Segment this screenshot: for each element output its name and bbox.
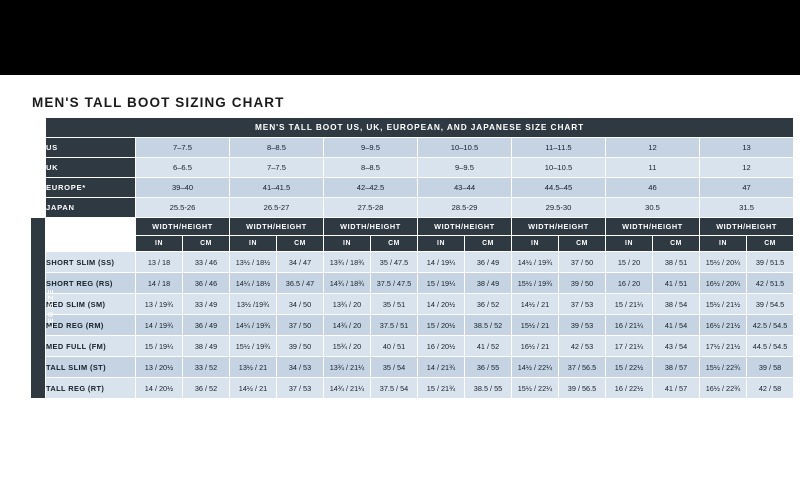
uk-size-7: 12 (700, 158, 794, 178)
cell-st-6-in: 15 / 22½ (606, 357, 653, 378)
width-height-header-row (31, 218, 794, 236)
cell-rt-5-in: 15½ / 22¼ (512, 378, 559, 399)
unit-cm-5: CM (559, 236, 606, 252)
japan-size-5: 29.5-30 (512, 198, 606, 218)
width-height-label-3: WIDTH/HEIGHT (324, 218, 418, 236)
width-height-label-1: WIDTH/HEIGHT (136, 218, 230, 236)
unit-cm-6: CM (653, 236, 700, 252)
sizing-chart-sheet (0, 75, 800, 495)
cell-rs-1-cm: 36 / 46 (183, 273, 230, 294)
cell-fm-1-cm: 38 / 49 (183, 336, 230, 357)
cell-rm-5-in: 15½ / 21 (512, 315, 559, 336)
cell-sm-6-cm: 38 / 54 (653, 294, 700, 315)
europe-size-5: 44.5–45 (512, 178, 606, 198)
cell-st-2-in: 13½ / 21 (230, 357, 277, 378)
unit-in-1: IN (136, 236, 183, 252)
cell-rs-5-cm: 39 / 50 (559, 273, 606, 294)
uk-size-1: 6–6.5 (136, 158, 230, 178)
unit-in-7: IN (700, 236, 747, 252)
cell-rs-3-in: 14¾ / 18¾ (324, 273, 371, 294)
cell-rs-1-in: 14 / 18 (136, 273, 183, 294)
cell-st-3-cm: 35 / 54 (371, 357, 418, 378)
cell-fm-2-in: 15½ / 19¾ (230, 336, 277, 357)
cell-fm-6-cm: 43 / 54 (653, 336, 700, 357)
cell-rt-1-in: 14 / 20½ (136, 378, 183, 399)
cell-ss-6-cm: 38 / 51 (653, 252, 700, 273)
cell-rm-1-in: 14 / 19¾ (136, 315, 183, 336)
width-height-label-4: WIDTH/HEIGHT (418, 218, 512, 236)
cell-rt-1-cm: 36 / 52 (183, 378, 230, 399)
cell-rt-3-cm: 37.5 / 54 (371, 378, 418, 399)
cell-fm-5-in: 16½ / 21 (512, 336, 559, 357)
unit-cm-3: CM (371, 236, 418, 252)
cell-ss-2-in: 13½ / 18½ (230, 252, 277, 273)
cell-fm-6-in: 17 / 21¼ (606, 336, 653, 357)
cell-sm-2-cm: 34 / 50 (277, 294, 324, 315)
cell-rt-2-cm: 37 / 53 (277, 378, 324, 399)
cell-rt-4-in: 15 / 21¾ (418, 378, 465, 399)
europe-size-4: 43–44 (418, 178, 512, 198)
uk-size-5: 10–10.5 (512, 158, 606, 178)
cell-st-2-cm: 34 / 53 (277, 357, 324, 378)
cell-fm-1-in: 15 / 19¼ (136, 336, 183, 357)
cell-fm-5-cm: 42 / 53 (559, 336, 606, 357)
cell-fm-4-cm: 41 / 52 (465, 336, 512, 357)
cell-rt-6-cm: 41 / 57 (653, 378, 700, 399)
cell-rs-3-cm: 37.5 / 47.5 (371, 273, 418, 294)
us-size-2: 8–8.5 (230, 138, 324, 158)
cell-rm-2-cm: 37 / 50 (277, 315, 324, 336)
cell-rm-1-cm: 36 / 49 (183, 315, 230, 336)
cell-rm-2-in: 14¼ / 19¾ (230, 315, 277, 336)
table-row (31, 158, 794, 178)
us-size-4: 10–10.5 (418, 138, 512, 158)
row-spacer (31, 138, 46, 158)
unit-in-4: IN (418, 236, 465, 252)
cell-rm-6-cm: 41 / 54 (653, 315, 700, 336)
us-size-5: 11–11.5 (512, 138, 606, 158)
leg-size-axis-text: LEG SIZE (46, 288, 56, 328)
calf-label-short-slim: SHORT SLIM (SS) (46, 252, 136, 273)
uk-size-3: 8–8.5 (324, 158, 418, 178)
uk-size-2: 7–7.5 (230, 158, 324, 178)
unit-spacer (46, 236, 136, 252)
cell-rt-3-in: 14¾ / 21¼ (324, 378, 371, 399)
uk-size-6: 11 (606, 158, 700, 178)
cell-st-7-in: 15½ / 22¾ (700, 357, 747, 378)
row-label-us: US (46, 138, 136, 158)
calf-label-med-full: MED FULL (FM) (46, 336, 136, 357)
cell-rt-4-cm: 38.5 / 55 (465, 378, 512, 399)
us-size-1: 7–7.5 (136, 138, 230, 158)
cell-fm-2-cm: 39 / 50 (277, 336, 324, 357)
cell-ss-1-cm: 33 / 46 (183, 252, 230, 273)
table-row (31, 378, 794, 399)
banner-spacer (31, 118, 46, 138)
cell-sm-5-in: 14½ / 21 (512, 294, 559, 315)
cell-rm-6-in: 16 / 21¼ (606, 315, 653, 336)
cell-rs-4-cm: 38 / 49 (465, 273, 512, 294)
cell-st-4-cm: 36 / 55 (465, 357, 512, 378)
sizing-table-body (31, 118, 794, 399)
calf-label-med-slim: MED SLIM (SM) (46, 294, 136, 315)
cell-rm-7-cm: 42.5 / 54.5 (747, 315, 794, 336)
cell-st-1-cm: 33 / 52 (183, 357, 230, 378)
us-size-3: 9–9.5 (324, 138, 418, 158)
cell-st-7-cm: 39 / 58 (747, 357, 794, 378)
width-height-label-6: WIDTH/HEIGHT (606, 218, 700, 236)
cell-sm-4-in: 14 / 20½ (418, 294, 465, 315)
banner-row (31, 118, 794, 138)
unit-cm-4: CM (465, 236, 512, 252)
cell-rt-2-in: 14½ / 21 (230, 378, 277, 399)
calf-label-tall-slim: TALL SLIM (ST) (46, 357, 136, 378)
europe-size-3: 42–42.5 (324, 178, 418, 198)
row-spacer (31, 178, 46, 198)
cell-ss-1-in: 13 / 18 (136, 252, 183, 273)
wh-spacer (46, 218, 136, 236)
cell-ss-3-in: 13¾ / 18¾ (324, 252, 371, 273)
width-height-label-2: WIDTH/HEIGHT (230, 218, 324, 236)
row-spacer (31, 158, 46, 178)
row-spacer (31, 198, 46, 218)
cell-rm-3-cm: 37.5 / 51 (371, 315, 418, 336)
europe-size-6: 46 (606, 178, 700, 198)
table-row (31, 357, 794, 378)
table-row (31, 252, 794, 273)
calf-label-med-reg: MED REG (RM) (46, 315, 136, 336)
europe-size-1: 39–40 (136, 178, 230, 198)
sizing-table (30, 117, 794, 399)
unit-in-2: IN (230, 236, 277, 252)
cell-sm-3-cm: 35 / 51 (371, 294, 418, 315)
unit-cm-7: CM (747, 236, 794, 252)
row-label-uk: UK (46, 158, 136, 178)
cell-sm-2-in: 13½ /19¾ (230, 294, 277, 315)
cell-st-3-in: 13¾ / 21¼ (324, 357, 371, 378)
cell-fm-3-cm: 40 / 51 (371, 336, 418, 357)
uk-size-4: 9–9.5 (418, 158, 512, 178)
cell-rs-2-in: 14¼ / 18½ (230, 273, 277, 294)
cell-fm-3-in: 15¾ / 20 (324, 336, 371, 357)
cell-st-6-cm: 38 / 57 (653, 357, 700, 378)
leg-size-axis-label (31, 218, 56, 399)
sizing-table-container (30, 117, 788, 399)
cell-sm-1-cm: 33 / 49 (183, 294, 230, 315)
cell-rt-5-cm: 39 / 56.5 (559, 378, 606, 399)
row-label-europe: EUROPE* (46, 178, 136, 198)
japan-size-7: 31.5 (700, 198, 794, 218)
cell-rt-6-in: 16 / 22½ (606, 378, 653, 399)
cell-rs-7-cm: 42 / 51.5 (747, 273, 794, 294)
cell-sm-4-cm: 36 / 52 (465, 294, 512, 315)
unit-in-5: IN (512, 236, 559, 252)
cell-sm-5-cm: 37 / 53 (559, 294, 606, 315)
table-row (31, 178, 794, 198)
chart-banner: MEN'S TALL BOOT US, UK, EUROPEAN, AND JAPANESE SIZE CHART (46, 118, 794, 138)
japan-size-3: 27.5-28 (324, 198, 418, 218)
calf-label-tall-reg: TALL REG (RT) (46, 378, 136, 399)
cell-rm-4-in: 15 / 20½ (418, 315, 465, 336)
cell-rs-7-in: 16½ / 20¼ (700, 273, 747, 294)
us-size-6: 12 (606, 138, 700, 158)
cell-st-4-in: 14 / 21¾ (418, 357, 465, 378)
cell-rm-5-cm: 39 / 53 (559, 315, 606, 336)
page-title: MEN'S TALL BOOT SIZING CHART (32, 95, 285, 110)
cell-rm-7-in: 16½ / 21½ (700, 315, 747, 336)
cell-sm-6-in: 15 / 21¼ (606, 294, 653, 315)
japan-size-4: 28.5-29 (418, 198, 512, 218)
cell-ss-5-cm: 37 / 50 (559, 252, 606, 273)
table-row (31, 273, 794, 294)
cell-ss-7-cm: 39 / 51.5 (747, 252, 794, 273)
cell-rs-6-in: 16 / 20 (606, 273, 653, 294)
cell-st-1-in: 13 / 20½ (136, 357, 183, 378)
cell-rs-5-in: 15½ / 19¾ (512, 273, 559, 294)
cell-ss-5-in: 14½ / 19¾ (512, 252, 559, 273)
cell-sm-1-in: 13 / 19¾ (136, 294, 183, 315)
cell-fm-7-cm: 44.5 / 54.5 (747, 336, 794, 357)
cell-rm-4-cm: 38.5 / 52 (465, 315, 512, 336)
cell-rt-7-cm: 42 / 58 (747, 378, 794, 399)
table-row (31, 294, 794, 315)
cell-rs-6-cm: 41 / 51 (653, 273, 700, 294)
cell-fm-4-in: 16 / 20½ (418, 336, 465, 357)
cell-st-5-cm: 37 / 56.5 (559, 357, 606, 378)
unit-cm-2: CM (277, 236, 324, 252)
cell-rs-2-cm: 36.5 / 47 (277, 273, 324, 294)
cell-fm-7-in: 17½ / 21½ (700, 336, 747, 357)
cell-ss-2-cm: 34 / 47 (277, 252, 324, 273)
cell-ss-7-in: 15½ / 20¼ (700, 252, 747, 273)
cell-ss-4-cm: 36 / 49 (465, 252, 512, 273)
unit-in-3: IN (324, 236, 371, 252)
unit-cm-1: CM (183, 236, 230, 252)
cell-sm-7-in: 15½ / 21½ (700, 294, 747, 315)
cell-rs-4-in: 15 / 19¼ (418, 273, 465, 294)
row-label-japan: JAPAN (46, 198, 136, 218)
europe-size-2: 41–41.5 (230, 178, 324, 198)
cell-rm-3-in: 14¾ / 20 (324, 315, 371, 336)
cell-ss-4-in: 14 / 19¼ (418, 252, 465, 273)
japan-size-6: 30.5 (606, 198, 700, 218)
cell-sm-7-cm: 39 / 54.5 (747, 294, 794, 315)
unit-in-6: IN (606, 236, 653, 252)
japan-size-1: 25.5-26 (136, 198, 230, 218)
width-height-label-5: WIDTH/HEIGHT (512, 218, 606, 236)
us-size-7: 13 (700, 138, 794, 158)
cell-ss-3-cm: 35 / 47.5 (371, 252, 418, 273)
table-row (31, 336, 794, 357)
table-row (31, 315, 794, 336)
cell-st-5-in: 14½ / 22¼ (512, 357, 559, 378)
unit-header-row (31, 236, 794, 252)
europe-size-7: 47 (700, 178, 794, 198)
japan-size-2: 26.5-27 (230, 198, 324, 218)
table-row (31, 138, 794, 158)
cell-rt-7-in: 16½ / 22¾ (700, 378, 747, 399)
cell-ss-6-in: 15 / 20 (606, 252, 653, 273)
calf-label-short-reg: SHORT REG (RS) (46, 273, 136, 294)
cell-sm-3-in: 13¾ / 20 (324, 294, 371, 315)
width-height-label-7: WIDTH/HEIGHT (700, 218, 794, 236)
table-row (31, 198, 794, 218)
